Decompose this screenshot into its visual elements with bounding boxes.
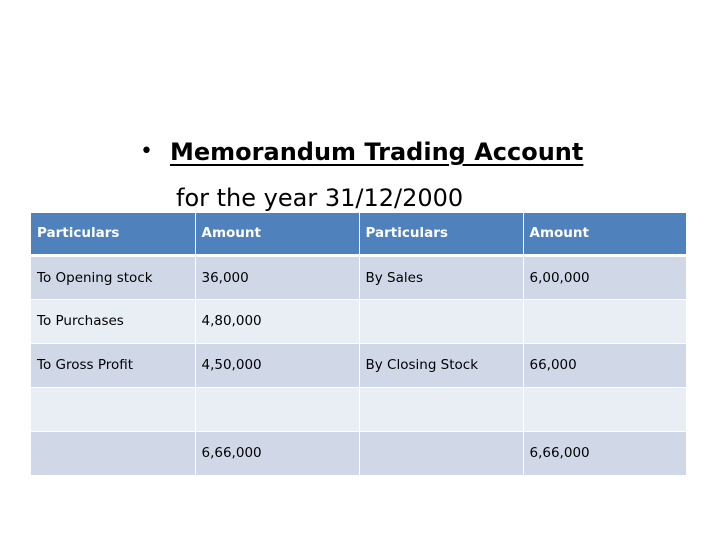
table-cell: 36,000 bbox=[195, 255, 359, 299]
header-amount-debit: Amount bbox=[195, 213, 359, 255]
table-header-row bbox=[31, 213, 686, 255]
table-cell bbox=[523, 299, 686, 343]
title-line bbox=[140, 134, 583, 170]
trading-account-table bbox=[31, 213, 686, 476]
table-cell: 6,00,000 bbox=[523, 255, 686, 299]
table-cell: To Opening stock bbox=[31, 255, 195, 299]
table-cell bbox=[523, 387, 686, 431]
table-cell bbox=[31, 387, 195, 431]
table-cell: 66,000 bbox=[523, 343, 686, 387]
table-cell bbox=[359, 431, 523, 475]
table-cell: To Purchases bbox=[31, 299, 195, 343]
slide-subtitle: for the year 31/12/2000 bbox=[176, 184, 464, 212]
table-cell bbox=[359, 299, 523, 343]
table-cell: By Closing Stock bbox=[359, 343, 523, 387]
table-cell: 4,50,000 bbox=[195, 343, 359, 387]
table-cell: By Sales bbox=[359, 255, 523, 299]
bullet-icon: • bbox=[140, 139, 153, 164]
header-amount-credit: Amount bbox=[523, 213, 686, 255]
table-cell bbox=[195, 387, 359, 431]
header-particulars-credit: Particulars bbox=[359, 213, 523, 255]
table-row bbox=[31, 343, 686, 387]
table-row bbox=[31, 299, 686, 343]
total-amount-debit: 6,66,000 bbox=[195, 431, 359, 475]
table-row-total bbox=[31, 431, 686, 475]
table-cell: To Gross Profit bbox=[31, 343, 195, 387]
table-cell bbox=[31, 431, 195, 475]
total-amount-credit: 6,66,000 bbox=[523, 431, 686, 475]
header-particulars-debit: Particulars bbox=[31, 213, 195, 255]
table-cell bbox=[359, 387, 523, 431]
table-row bbox=[31, 255, 686, 299]
table-row bbox=[31, 387, 686, 431]
slide-title: Memorandum Trading Account bbox=[170, 138, 584, 166]
table-cell: 4,80,000 bbox=[195, 299, 359, 343]
